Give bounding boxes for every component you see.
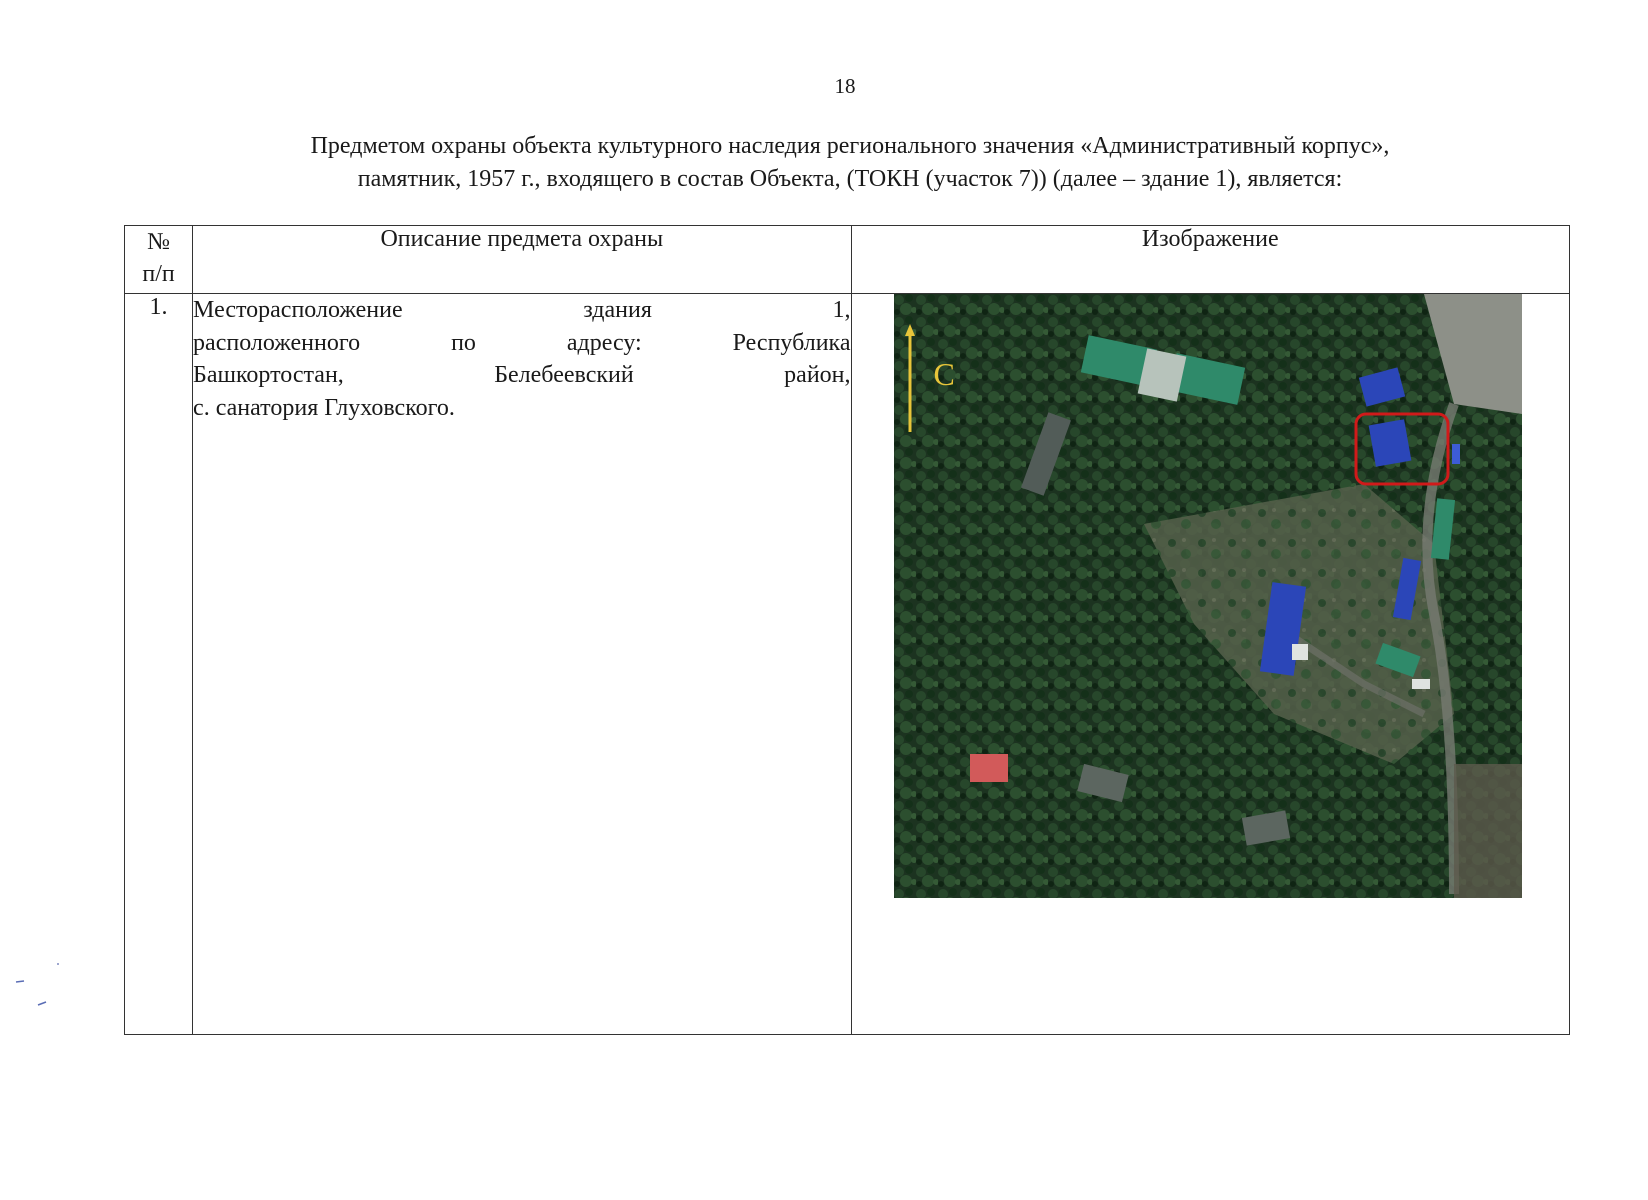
building-red: [970, 754, 1008, 782]
protection-table: [124, 225, 1570, 1035]
scan-marks: [10, 960, 70, 1020]
satellite-map-image: [894, 294, 1522, 898]
header-number-line-2: п/п: [142, 261, 175, 287]
row-number: 1.: [125, 294, 193, 1035]
description-line-3: Башкортостан, Белебеевский район,: [193, 362, 851, 388]
header-number-line-1: №: [147, 229, 170, 255]
compass-label: С: [933, 356, 955, 392]
page-number: 18: [834, 74, 856, 98]
row-image-cell: [851, 294, 1570, 1035]
table-header-row: [125, 226, 1570, 294]
building-blue-3: [1452, 444, 1460, 464]
satellite-map-svg: [894, 294, 1522, 898]
header-description: Описание предмета охраны: [193, 226, 851, 294]
building-white-south: [1412, 679, 1430, 689]
description-line-4: с. санатория Глуховского.: [193, 394, 455, 421]
row-description: [193, 294, 851, 1035]
intro-line-1: Предметом охраны объекта культурного наследия регионального значения «Административный корпус»,: [310, 133, 1390, 159]
building-blue-2: [1368, 419, 1411, 467]
building-white-annex: [1292, 644, 1308, 660]
bare-land: [1454, 764, 1522, 898]
description-line-1: Месторасположение здания 1,: [193, 297, 851, 323]
table-row: [125, 294, 1570, 1035]
header-number: [125, 226, 193, 294]
intro-line-2: памятник, 1957 г., входящего в состав Объекта, (ТОКН (участок 7)) (далее – здание 1), является:: [357, 166, 1343, 192]
header-image: Изображение: [851, 226, 1570, 294]
intro-paragraph: [190, 130, 1510, 196]
description-line-2: расположенного по адресу: Республика: [193, 329, 851, 356]
